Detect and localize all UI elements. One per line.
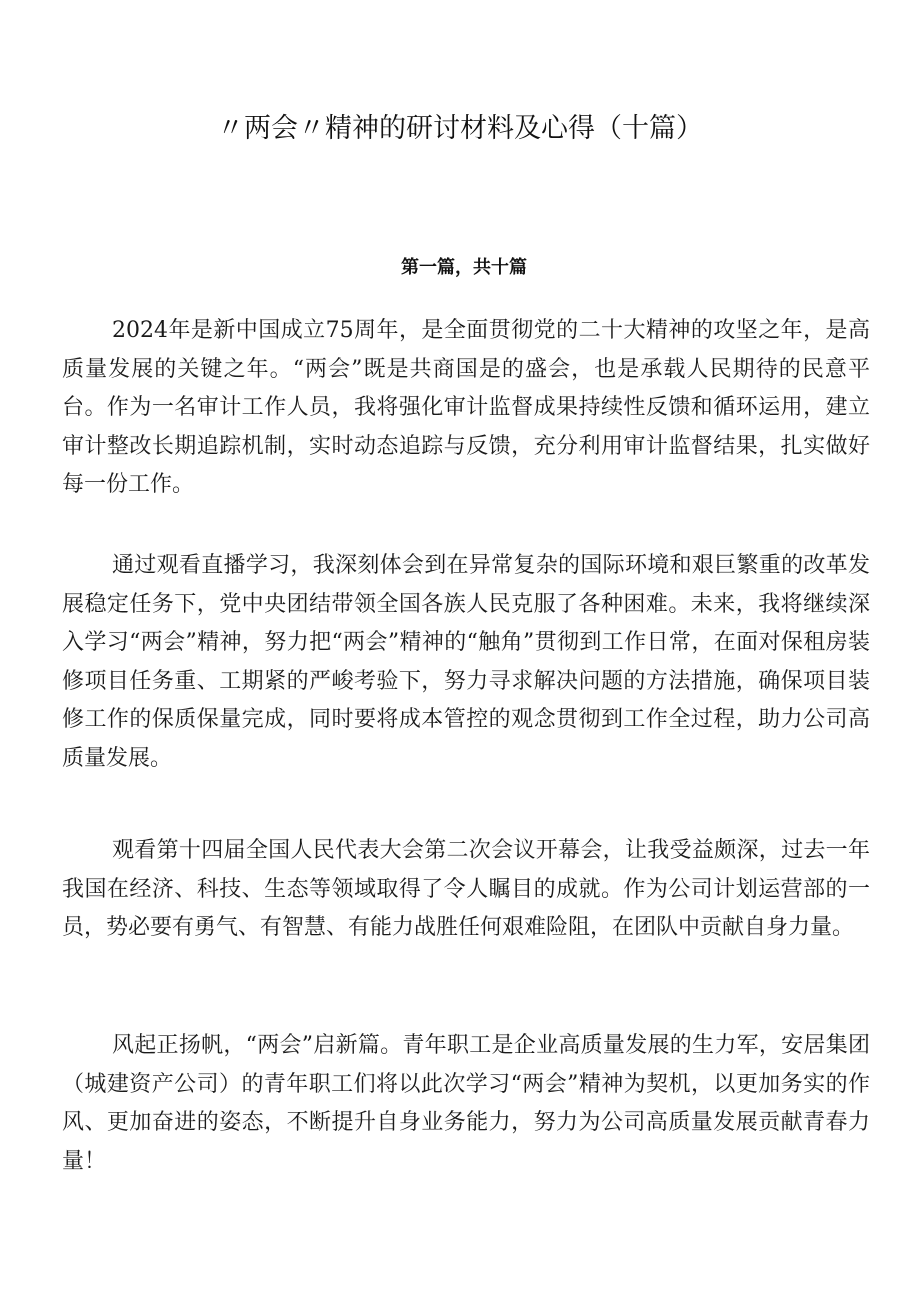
- document-title: 〃两会〃精神的研讨材料及心得（十篇）: [217, 113, 703, 144]
- section-label: 第一篇，共十篇: [401, 257, 527, 278]
- paragraph-2: 通过观看直播学习，我深刻体会到在异常复杂的国际环境和艰巨繁重的改革发展稳定任务下，党中央团结带领全国各族人民克服了各种困难。未来，我将继续深入学习“两会”精神，努力把“两会”精神的“触角”贯彻到工作日常，在面对保租房装修项目任务重、工期紧的严峻考验下，努力寻求解决问题的方法措施，确保项目装修工作的保质保量完成，同时要将成本管控的观念贯彻到工作全过程，助力公司高质量发展。: [62, 553, 870, 771]
- paragraph-3: 观看第十四届全国人民代表大会第二次会议开幕会，让我受益颇深，过去一年我国在经济、科技、生态等领域取得了令人瞩目的成就。作为公司计划运营部的一员，势必要有勇气、有智慧、有能力战胜任何艰难险阻，在团队中贡献自身力量。: [62, 838, 870, 940]
- paragraph-1: 2024年是新中国成立75周年，是全面贯彻党的二十大精神的攻坚之年，是高质量发展的关键之年。“两会”既是共商国是的盛会，也是承载人民期待的民意平台。作为一名审计工作人员，我将强化审计监督成果持续性反馈和循环运用，建立审计整改长期追踪机制，实时动态追踪与反馈，充分利用审计监督结果，扎实做好每一份工作。: [62, 318, 870, 497]
- paragraph-4: 风起正扬帆，“两会”启新篇。青年职工是企业高质量发展的生力军，安居集团（城建资产公司）的青年职工们将以此次学习“两会”精神为契机，以更加务实的作风、更加奋进的姿态，不断提升自身业务能力，努力为公司高质量发展贡献青春力量！: [62, 1033, 870, 1174]
